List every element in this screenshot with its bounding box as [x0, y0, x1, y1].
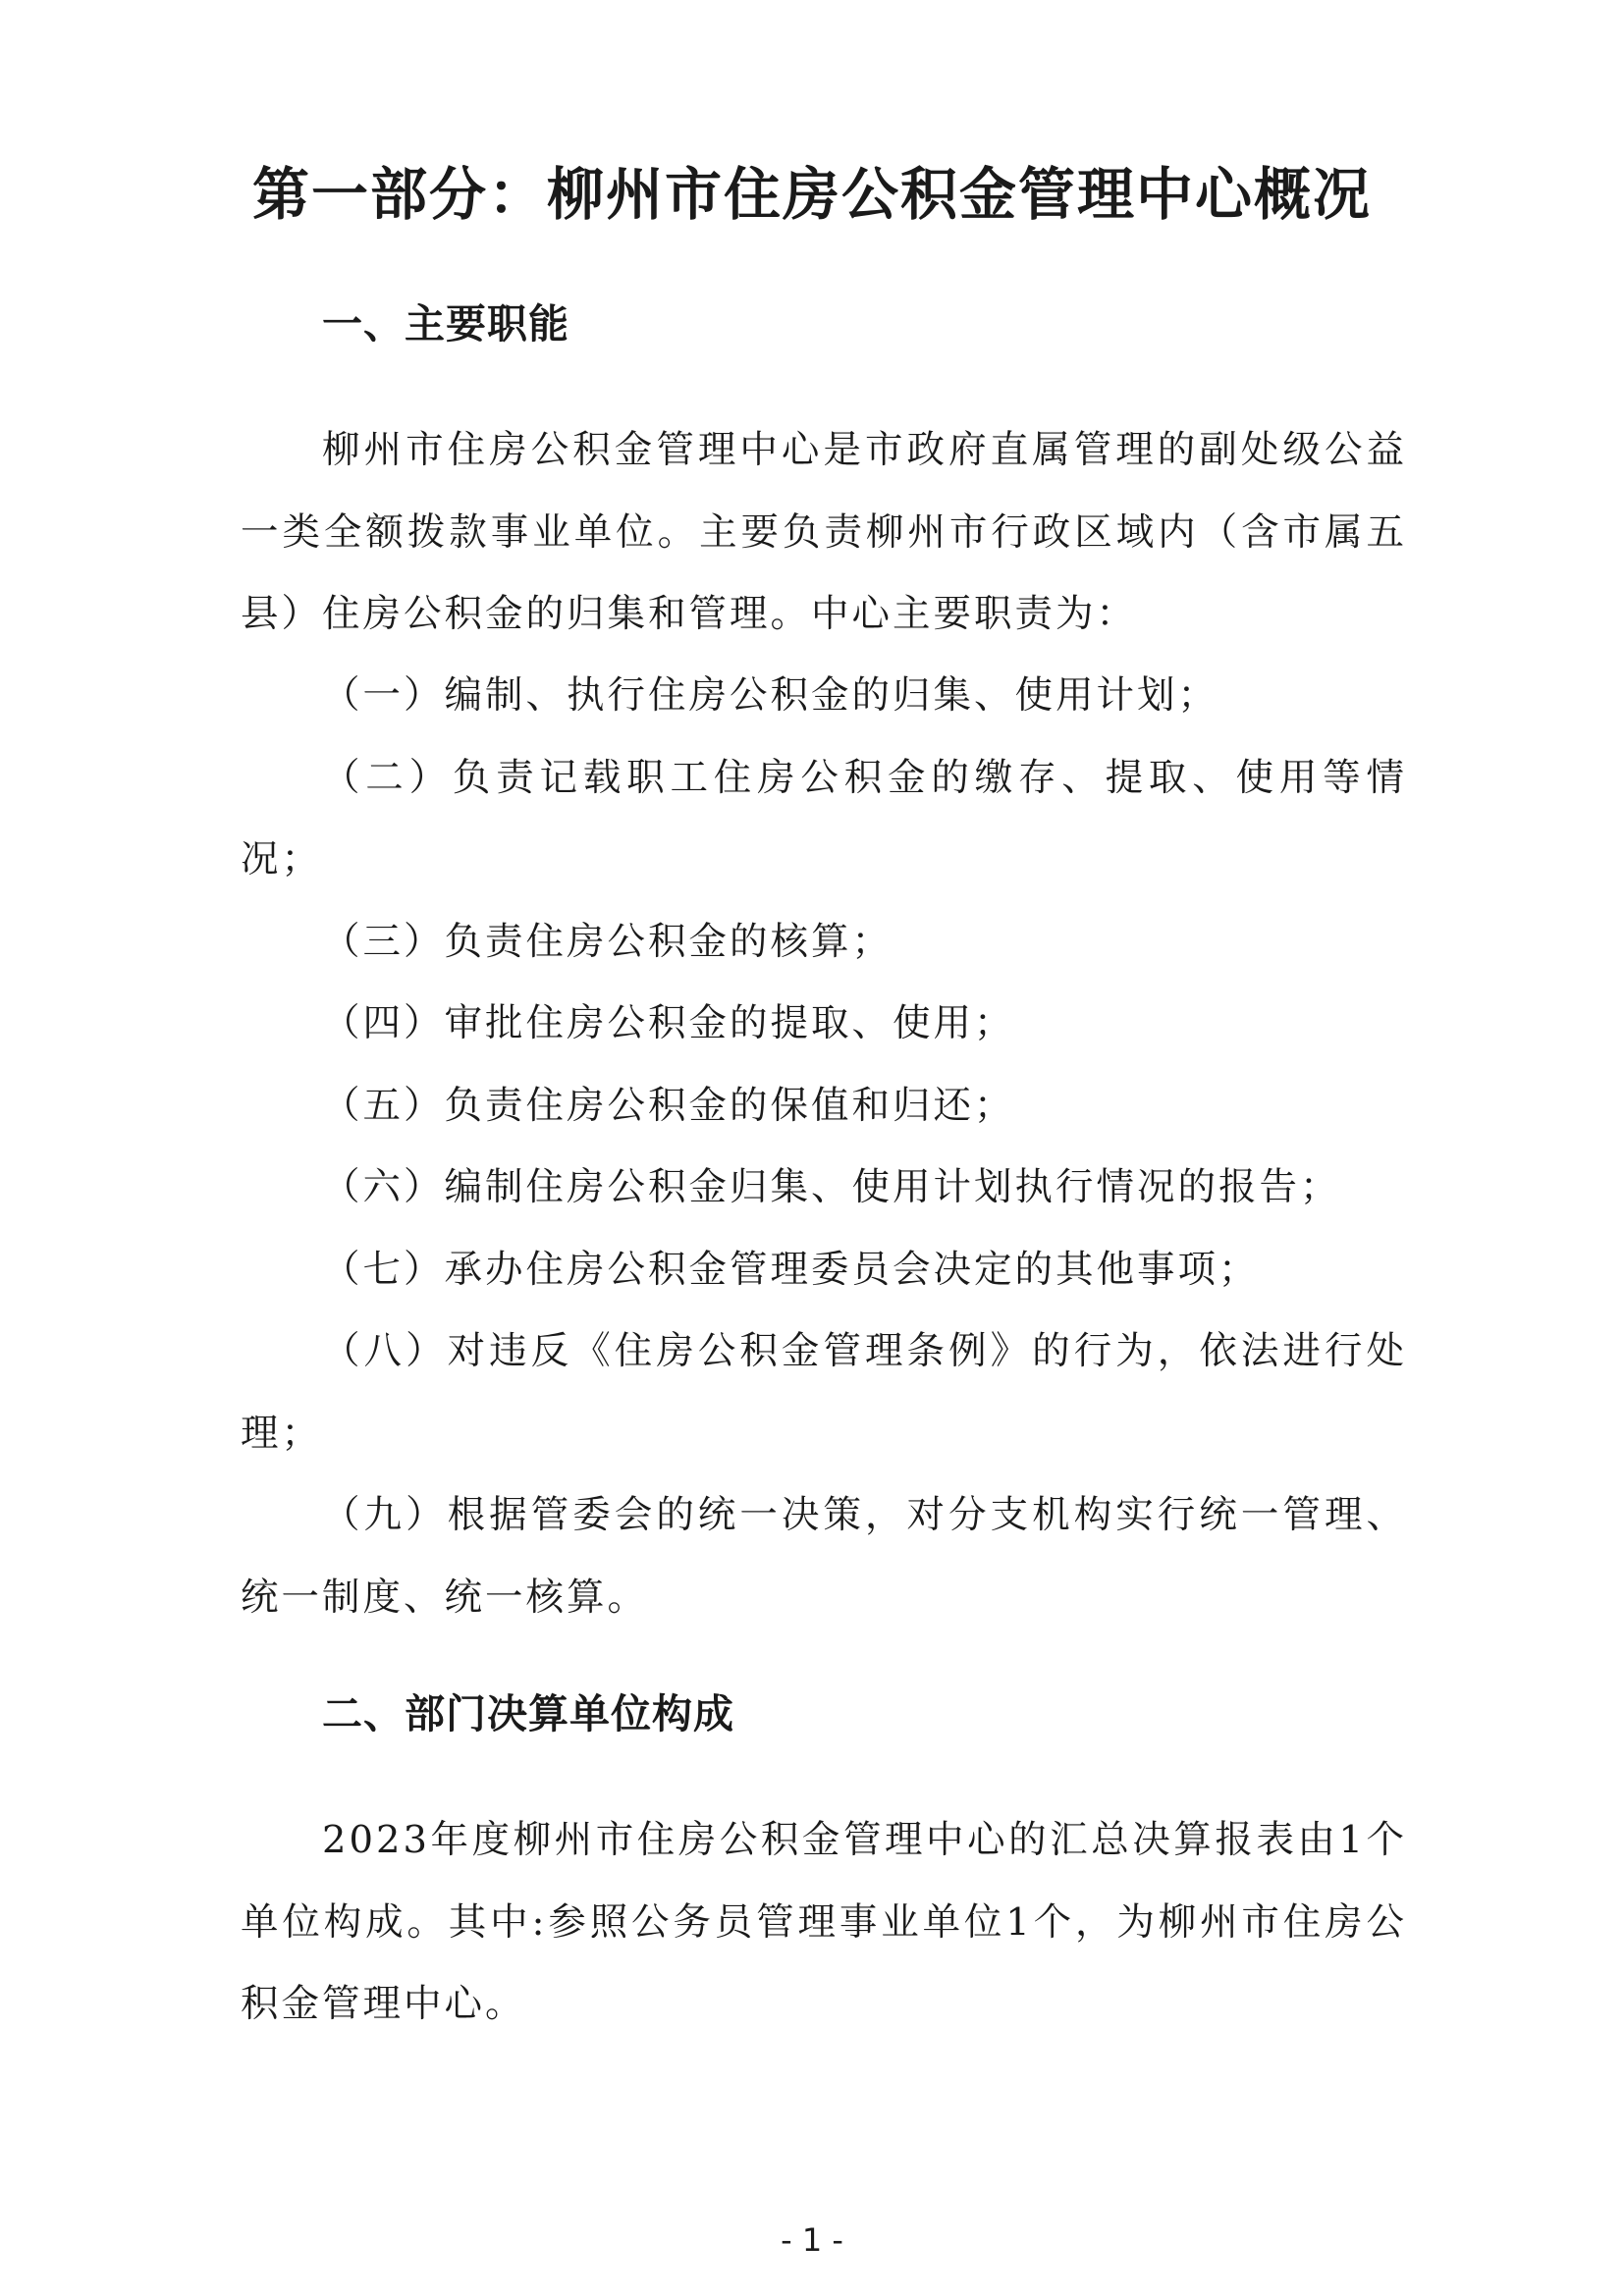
page-number: - 1 -	[781, 2221, 843, 2259]
list-item: （一）编制、执行住房公积金的归集、使用计划；	[322, 673, 1219, 718]
list-item: （四）审批住房公积金的提取、使用；	[322, 1001, 1015, 1045]
list-item: （九）根据管委会的统一决策，对分支机构实行统一管理、统一制度、统一核算。	[241, 1493, 1407, 1620]
responsibilities-list	[241, 655, 1407, 1638]
list-item: （五）负责住房公积金的保值和归还；	[322, 1083, 1015, 1128]
list-item: （三）负责住房公积金的核算；	[322, 919, 893, 964]
list-item: （七）承办住房公积金管理委员会决定的其他事项；	[322, 1247, 1260, 1292]
section-heading-main-functions: 一、主要职能	[322, 300, 569, 347]
list-item: （二）负责记载职工住房公积金的缴存、提取、使用等情况；	[241, 755, 1407, 881]
section-heading-unit-composition: 二、部门决算单位构成	[322, 1690, 734, 1737]
document-title: 第一部分：柳州市住房公积金管理中心概况	[251, 161, 1372, 228]
unit-composition-paragraph: 2023年度柳州市住房公积金管理中心的汇总决算报表由1个单位构成。其中:参照公务员管理事业单位1个，为柳州市住房公积金管理中心。	[241, 1818, 1407, 2026]
main-functions-paragraph: 柳州市住房公积金管理中心是市政府直属管理的副处级公益一类全额拨款事业单位。主要负责柳州市行政区域内（含市属五县）住房公积金的归集和管理。中心主要职责为：	[241, 428, 1407, 636]
list-item: （八）对违反《住房公积金管理条例》的行为，依法进行处理；	[241, 1329, 1407, 1456]
list-item: （六）编制住房公积金归集、使用计划执行情况的报告；	[322, 1165, 1341, 1209]
